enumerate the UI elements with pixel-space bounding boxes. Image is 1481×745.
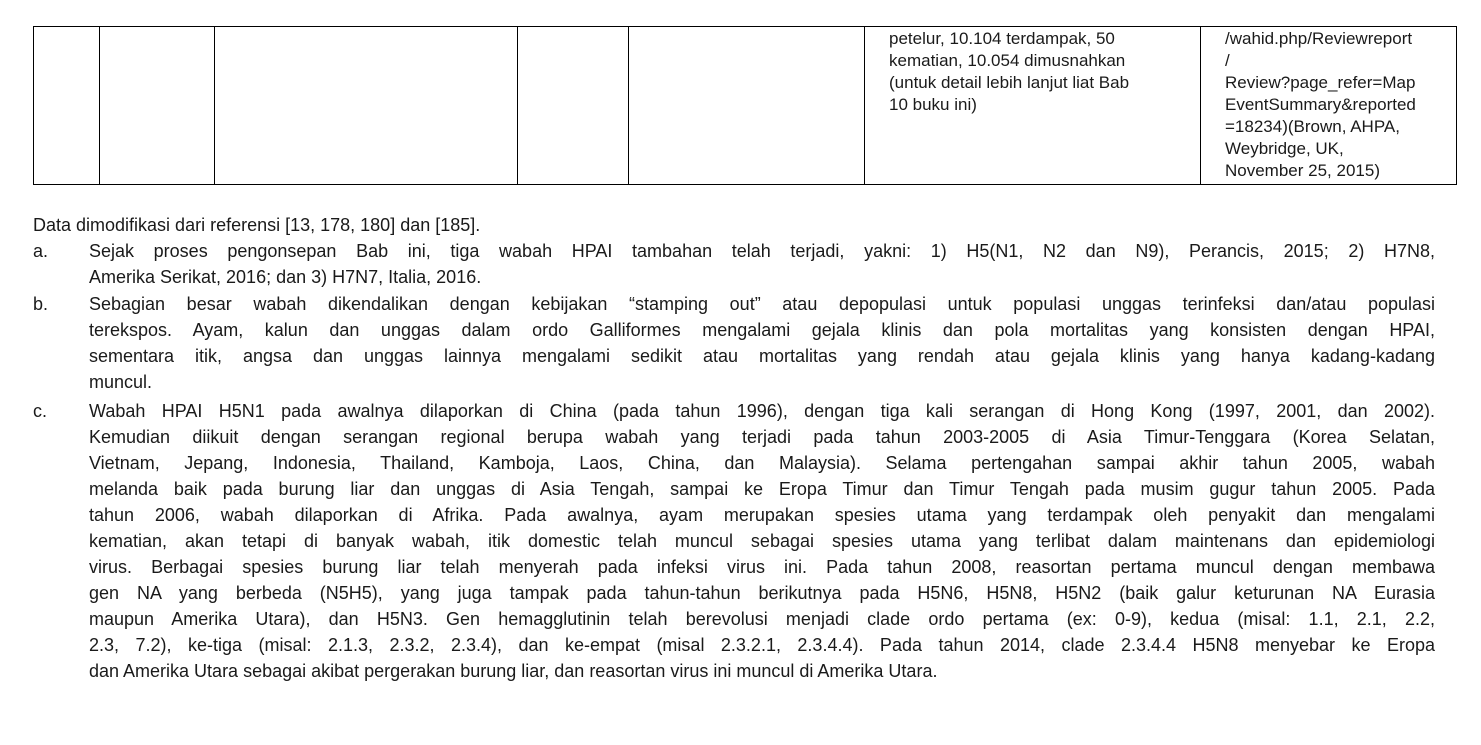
reference-line: =18234)(Brown, AHPA, [1225,117,1400,136]
footnote-line: melanda baik pada burung liar dan unggas di Asia Tengah, sampai ke Eropa Timur dan Timur Tengah pada musim gugur tahun 2005. Pada [89,479,1435,499]
table-cell-empty [629,27,865,185]
table-cell-empty [100,27,215,185]
footnote-line: maupun Amerika Utara), dan H5N3. Gen hemagglutinin telah berevolusi menjadi clade ordo pertama (ex: 0-9), kedua (misal: 1.1, 2.1, 2.2, [89,609,1435,629]
impact-line: kematian, 10.054 dimusnahkan [889,51,1126,70]
continued-outbreak-table [33,26,1457,185]
footnote-letter: c. [33,401,48,421]
footnote-line: dan Amerika Utara sebagai akibat pergerakan burung liar, dan reasortan virus ini muncul di Amerika Utara. [89,661,938,681]
footnote-line: tahun 2006, wabah dilaporkan di Afrika. Pada awalnya, ayam merupakan spesies utama yang terdampak oleh penyakit dan mengalami [89,505,1435,525]
footnote-line: Sebagian besar wabah dikendalikan dengan kebijakan “stamping out” atau depopulasi untuk populasi unggas terinfeksi dan/atau populasi [89,294,1435,314]
footnote-line: virus. Berbagai spesies burung liar telah menyerah pada infeksi virus ini. Pada tahun 2008, reasortan pertama muncul dengan membawa [89,557,1435,577]
footnote-a [33,238,1435,290]
impact-line: (untuk detail lebih lanjut liat Bab [889,73,1130,92]
footnote-line: Kemudian diikuit dengan serangan regional berupa wabah yang terjadi pada tahun 2003-2005 di Asia Timur-Tenggara (Korea Selatan, [89,427,1435,447]
footnote-line: sementara itik, angsa dan unggas lainnya mengalami sedikit atau mortalitas yang rendah atau gejala klinis yang hanya kadang-kadang [89,346,1435,366]
footnote-letter: a. [33,241,49,261]
footnote-line: muncul. [89,372,153,392]
footnote-line: terekspos. Ayam, kalun dan unggas dalam ordo Galliformes mengalami gejala klinis dan pola mortalitas yang konsisten dengan HPAI, [89,320,1435,340]
footnote-c [33,398,1435,684]
impact-cell [865,27,1201,185]
footnote-text [89,398,1435,684]
reference-line: /wahid.php/Reviewreport [1225,29,1413,48]
footnote-b [33,291,1435,395]
footnote-line: Sejak proses pengonsepan Bab ini, tiga wabah HPAI tambahan telah terjadi, yakni: 1) H5(N1, N2 dan N9), Perancis, 2015; 2) H7N8, [89,241,1435,261]
reference-line: November 25, 2015) [1225,161,1380,180]
footnote-line: kematian, akan tetapi di banyak wabah, itik domestic telah muncul sebagai spesies utama yang terlibat dalam maintenans dan epidemiologi [89,531,1435,551]
impact-line: 10 buku ini) [889,95,977,114]
table-cell-empty [34,27,100,185]
reference-line: Weybridge, UK, [1225,139,1344,158]
footnote-text [89,291,1435,395]
footnote-line: Vietnam, Jepang, Indonesia, Thailand, Kamboja, Laos, China, dan Malaysia). Selama pertengahan sampai akhir tahun 2005, wabah [89,453,1435,473]
reference-line: EventSummary&reported [1225,95,1416,114]
footnote-line: Wabah HPAI H5N1 pada awalnya dilaporkan di China (pada tahun 1996), dengan tiga kali serangan di Hong Kong (1997, 2001, dan 2002). [89,401,1435,421]
reference-line: Review?page_refer=Map [1225,73,1416,92]
source-note: Data dimodifikasi dari referensi [13, 178, 180] dan [185]. [33,215,481,235]
reference-cell [1201,27,1457,185]
footnote-line: Amerika Serikat, 2016; dan 3) H7N7, Italia, 2016. [89,267,482,287]
reference-line: / [1225,51,1230,70]
footnote-line: gen NA yang berbeda (N5H5), yang juga tampak pada tahun-tahun berikutnya pada H5N6, H5N8, H5N2 (baik galur keturunan NA Eurasia [89,583,1435,603]
table-cell-empty [215,27,518,185]
impact-line: petelur, 10.104 terdampak, 50 [889,29,1115,48]
footnote-text [89,238,1435,290]
table-cell-empty [518,27,629,185]
footnote-line: 2.3, 7.2), ke-tiga (misal: 2.1.3, 2.3.2, 2.3.4), dan ke-empat (misal 2.3.2.1, 2.3.4.4). Pada tahun 2014, clade 2.3.4.4 H5N8 menyebar ke Eropa [89,635,1435,655]
footnote-letter: b. [33,294,49,314]
table-row [34,27,1457,185]
